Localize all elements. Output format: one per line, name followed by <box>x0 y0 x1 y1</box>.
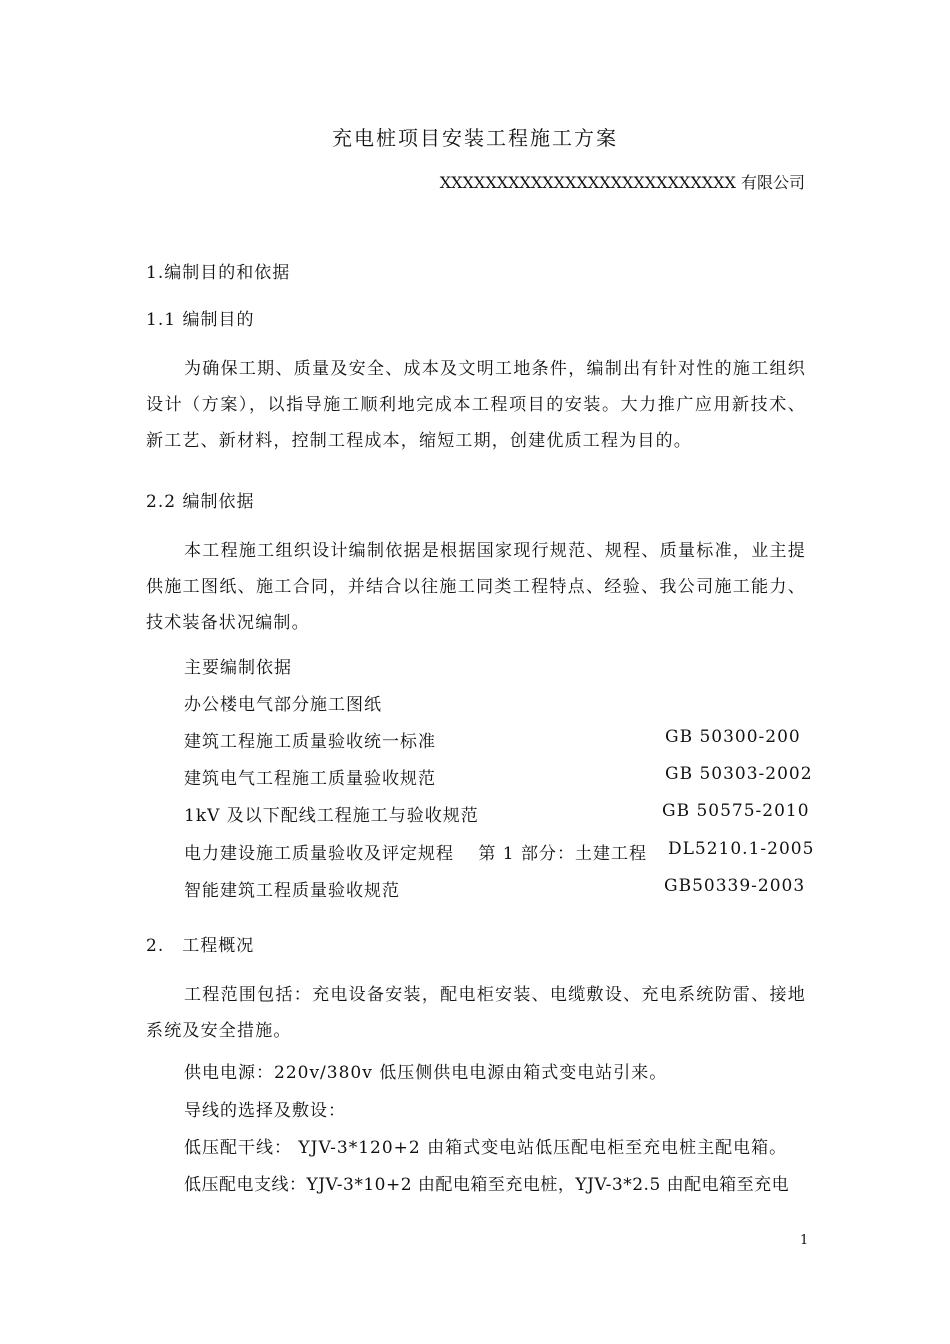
paragraph-basis: 本工程施工组织设计编制依据是根据国家现行规范、规程、质量标准，业主提供施工图纸、施工合同，并结合以往施工同类工程特点、经验、我公司施工能力、技术装备状况编制。 <box>146 541 806 633</box>
standard-code: GB 50300-200 <box>665 727 801 747</box>
standard-code: GB 50575-2010 <box>662 801 810 821</box>
paragraph-purpose: 为确保工期、质量及安全、成本及文明工地条件，编制出有针对性的施工组织设计（方案），以指导施工顺利地完成本工程项目的安装。大力推广应用新技术、新工艺、新材料，控制工程成本，缩短工期，创建优质工程为目的。 <box>146 359 806 451</box>
trunk-line: 低压配干线： YJV-3*120+2 由箱式变电站低压配电柜至充电桩主配电箱。 <box>184 1138 788 1158</box>
document-title: 充电桩项目安装工程施工方案 <box>332 126 618 150</box>
standard-name: 建筑工程施工质量验收统一标准 <box>184 732 436 752</box>
standard-name: 电力建设施工质量验收及评定规程 第 1 部分：土建工程 <box>184 844 648 864</box>
company-name: XXXXXXXXXXXXXXXXXXXXXXXXXX 有限公司 <box>439 173 805 192</box>
standard-code: GB 50303-2002 <box>665 764 813 784</box>
drawings-label: 办公楼电气部分施工图纸 <box>184 695 382 715</box>
standard-name: 1kV 及以下配线工程施工与验收规范 <box>184 806 479 826</box>
wire-selection-title: 导线的选择及敷设： <box>184 1101 346 1121</box>
paragraph-scope: 工程范围包括：充电设备安装，配电柜安装、电缆敷设、充电系统防雷、接地系统及安全措施。 <box>146 985 806 1041</box>
standard-name: 建筑电气工程施工质量验收规范 <box>184 769 436 789</box>
section-heading-2: 2. 工程概况 <box>146 936 255 956</box>
section-heading-2-2: 2.2 编制依据 <box>146 492 255 512</box>
section-heading-1-1: 1.1 编制目的 <box>146 310 255 330</box>
section-heading-1: 1.编制目的和依据 <box>146 263 291 283</box>
standard-code: DL5210.1-2005 <box>668 839 815 859</box>
page-number: 1 <box>800 1233 809 1248</box>
main-basis-label: 主要编制依据 <box>184 658 292 678</box>
branch-line: 低压配电支线：YJV-3*10+2 由配电箱至充电桩，YJV-3*2.5 由配电箱至充电 <box>184 1175 790 1195</box>
standard-code: GB50339-2003 <box>664 876 806 896</box>
power-supply-line: 供电电源：220v/380v 低压侧供电电源由箱式变电站引来。 <box>184 1063 668 1083</box>
standard-name: 智能建筑工程质量验收规范 <box>184 881 400 901</box>
